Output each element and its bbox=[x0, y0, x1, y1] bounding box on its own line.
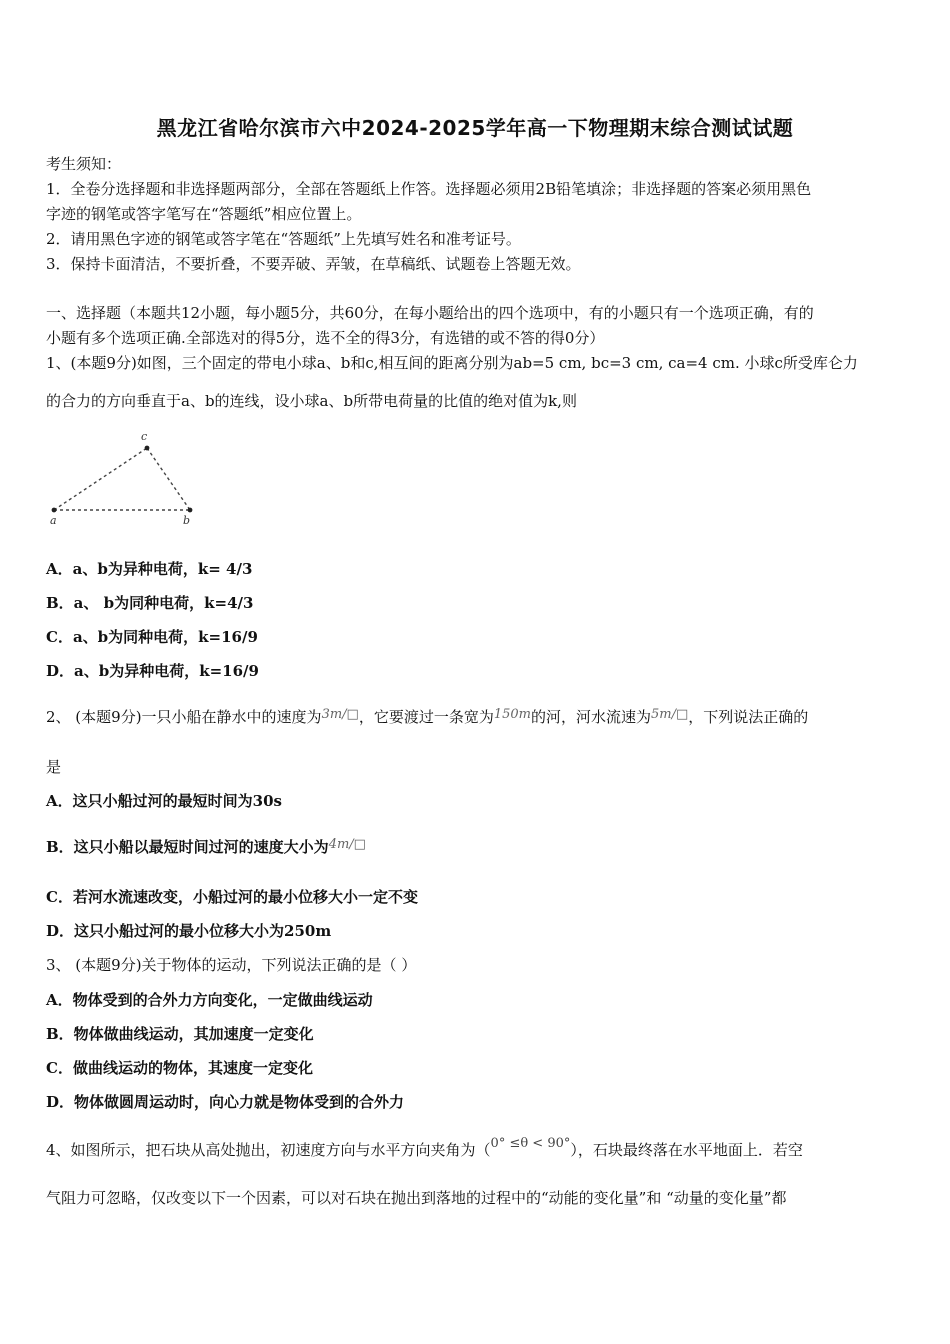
q1-option-d: D．a、b为异种电荷，k=16/9 bbox=[46, 662, 259, 680]
label-c: c bbox=[141, 430, 148, 443]
ball-c bbox=[145, 446, 150, 451]
segment-ac bbox=[54, 448, 147, 510]
q1-option-a: A．a、b为异种电荷，k= 4/3 bbox=[46, 560, 253, 578]
question-4-stem-cont: 气阻力可忽略，仅改变以下一个因素，可以对石块在抛出到落地的过程中的“动能的变化量”和 “动量的变化量”都 bbox=[46, 1189, 787, 1207]
question-2-stem bbox=[46, 706, 808, 727]
q2-option-a: A．这只小船过河的最短时间为30s bbox=[46, 792, 282, 810]
ball-a bbox=[52, 508, 57, 513]
question-3-stem: 3、 (本题9分)关于物体的运动，下列说法正确的是（ ） bbox=[46, 956, 417, 974]
q2-speed-boat: 3m/□ bbox=[321, 707, 359, 722]
question-1-stem: 1、(本题9分)如图，三个固定的带电小球a、b和c,相互间的距离分别为ab=5 cm, bc=3 cm, ca=4 cm. 小球c所受库仑力 bbox=[46, 354, 858, 372]
label-a: a bbox=[50, 514, 57, 527]
section-heading: 一、选择题（本题共12小题，每小题5分，共60分，在每小题给出的四个选项中，有的小题只有一个选项正确，有的 bbox=[46, 304, 814, 322]
q2-river-width: 150m bbox=[493, 707, 531, 722]
triangle-figure bbox=[44, 428, 204, 528]
q4-angle-range: 0° ≤θ < 90° bbox=[490, 1136, 571, 1151]
notice-item-1-cont: 字迹的钢笔或答字笔写在“答题纸”相应位置上。 bbox=[46, 205, 362, 223]
notice-item-3: 3．保持卡面清洁，不要折叠，不要弄破、弄皱，在草稿纸、试题卷上答题无效。 bbox=[46, 255, 581, 273]
q2-text-1: 2、 (本题9分)一只小船在静水中的速度为 bbox=[46, 708, 322, 726]
q3-option-c: C．做曲线运动的物体，其速度一定变化 bbox=[46, 1059, 313, 1077]
q1-option-b: B．a、 b为同种电荷，k=4/3 bbox=[46, 594, 254, 612]
page-title: 黑龙江省哈尔滨市六中2024-2025学年高一下物理期末综合测试试题 bbox=[156, 116, 794, 140]
q2-option-c: C．若河水流速改变，小船过河的最小位移大小一定不变 bbox=[46, 888, 418, 906]
q4-text-1: 4、如图所示，把石块从高处抛出，初速度方向与水平方向夹角为（ bbox=[46, 1141, 491, 1159]
q2-text-3: 的河，河水流速为 bbox=[530, 708, 651, 726]
question-1-stem-cont: 的合力的方向垂直于a、b的连线，设小球a、b所带电荷量的比值的绝对值为k,则 bbox=[46, 392, 577, 410]
notice-heading: 考生须知： bbox=[46, 155, 122, 173]
q2-option-b bbox=[46, 836, 366, 857]
notice-item-1: 1．全卷分选择题和非选择题两部分，全部在答题纸上作答。选择题必须用2B铅笔填涂；非选择题的答案必须用黑色 bbox=[46, 180, 812, 198]
q3-option-a: A．物体受到的合外力方向变化，一定做曲线运动 bbox=[46, 991, 373, 1009]
q3-option-b: B．物体做曲线运动，其加速度一定变化 bbox=[46, 1025, 314, 1043]
q2-option-b-speed: 4m/□ bbox=[328, 837, 366, 852]
segment-bc bbox=[147, 448, 190, 510]
q2-option-b-text: B．这只小船以最短时间过河的速度大小为 bbox=[46, 838, 329, 856]
q2-speed-water: 5m/□ bbox=[651, 707, 689, 722]
q4-text-2: ），石块最终落在水平地面上．若空 bbox=[570, 1141, 803, 1159]
q3-option-d: D．物体做圆周运动时，向心力就是物体受到的合外力 bbox=[46, 1093, 405, 1111]
ball-b bbox=[188, 508, 193, 513]
label-b: b bbox=[183, 514, 191, 527]
notice-item-2: 2．请用黑色字迹的钢笔或答字笔在“答题纸”上先填写姓名和准考证号。 bbox=[46, 230, 521, 248]
question-2-stem-cont: 是 bbox=[46, 758, 62, 776]
q2-option-d: D．这只小船过河的最小位移大小为250m bbox=[46, 922, 332, 940]
question-4-stem bbox=[46, 1136, 803, 1160]
section-heading-cont: 小题有多个选项正确.全部选对的得5分，选不全的得3分，有选错的或不答的得0分） bbox=[46, 329, 605, 347]
q2-text-2: ，它要渡过一条宽为 bbox=[358, 708, 494, 726]
q2-text-4: ，下列说法正确的 bbox=[688, 708, 809, 726]
q1-option-c: C．a、b为同种电荷，k=16/9 bbox=[46, 628, 258, 646]
